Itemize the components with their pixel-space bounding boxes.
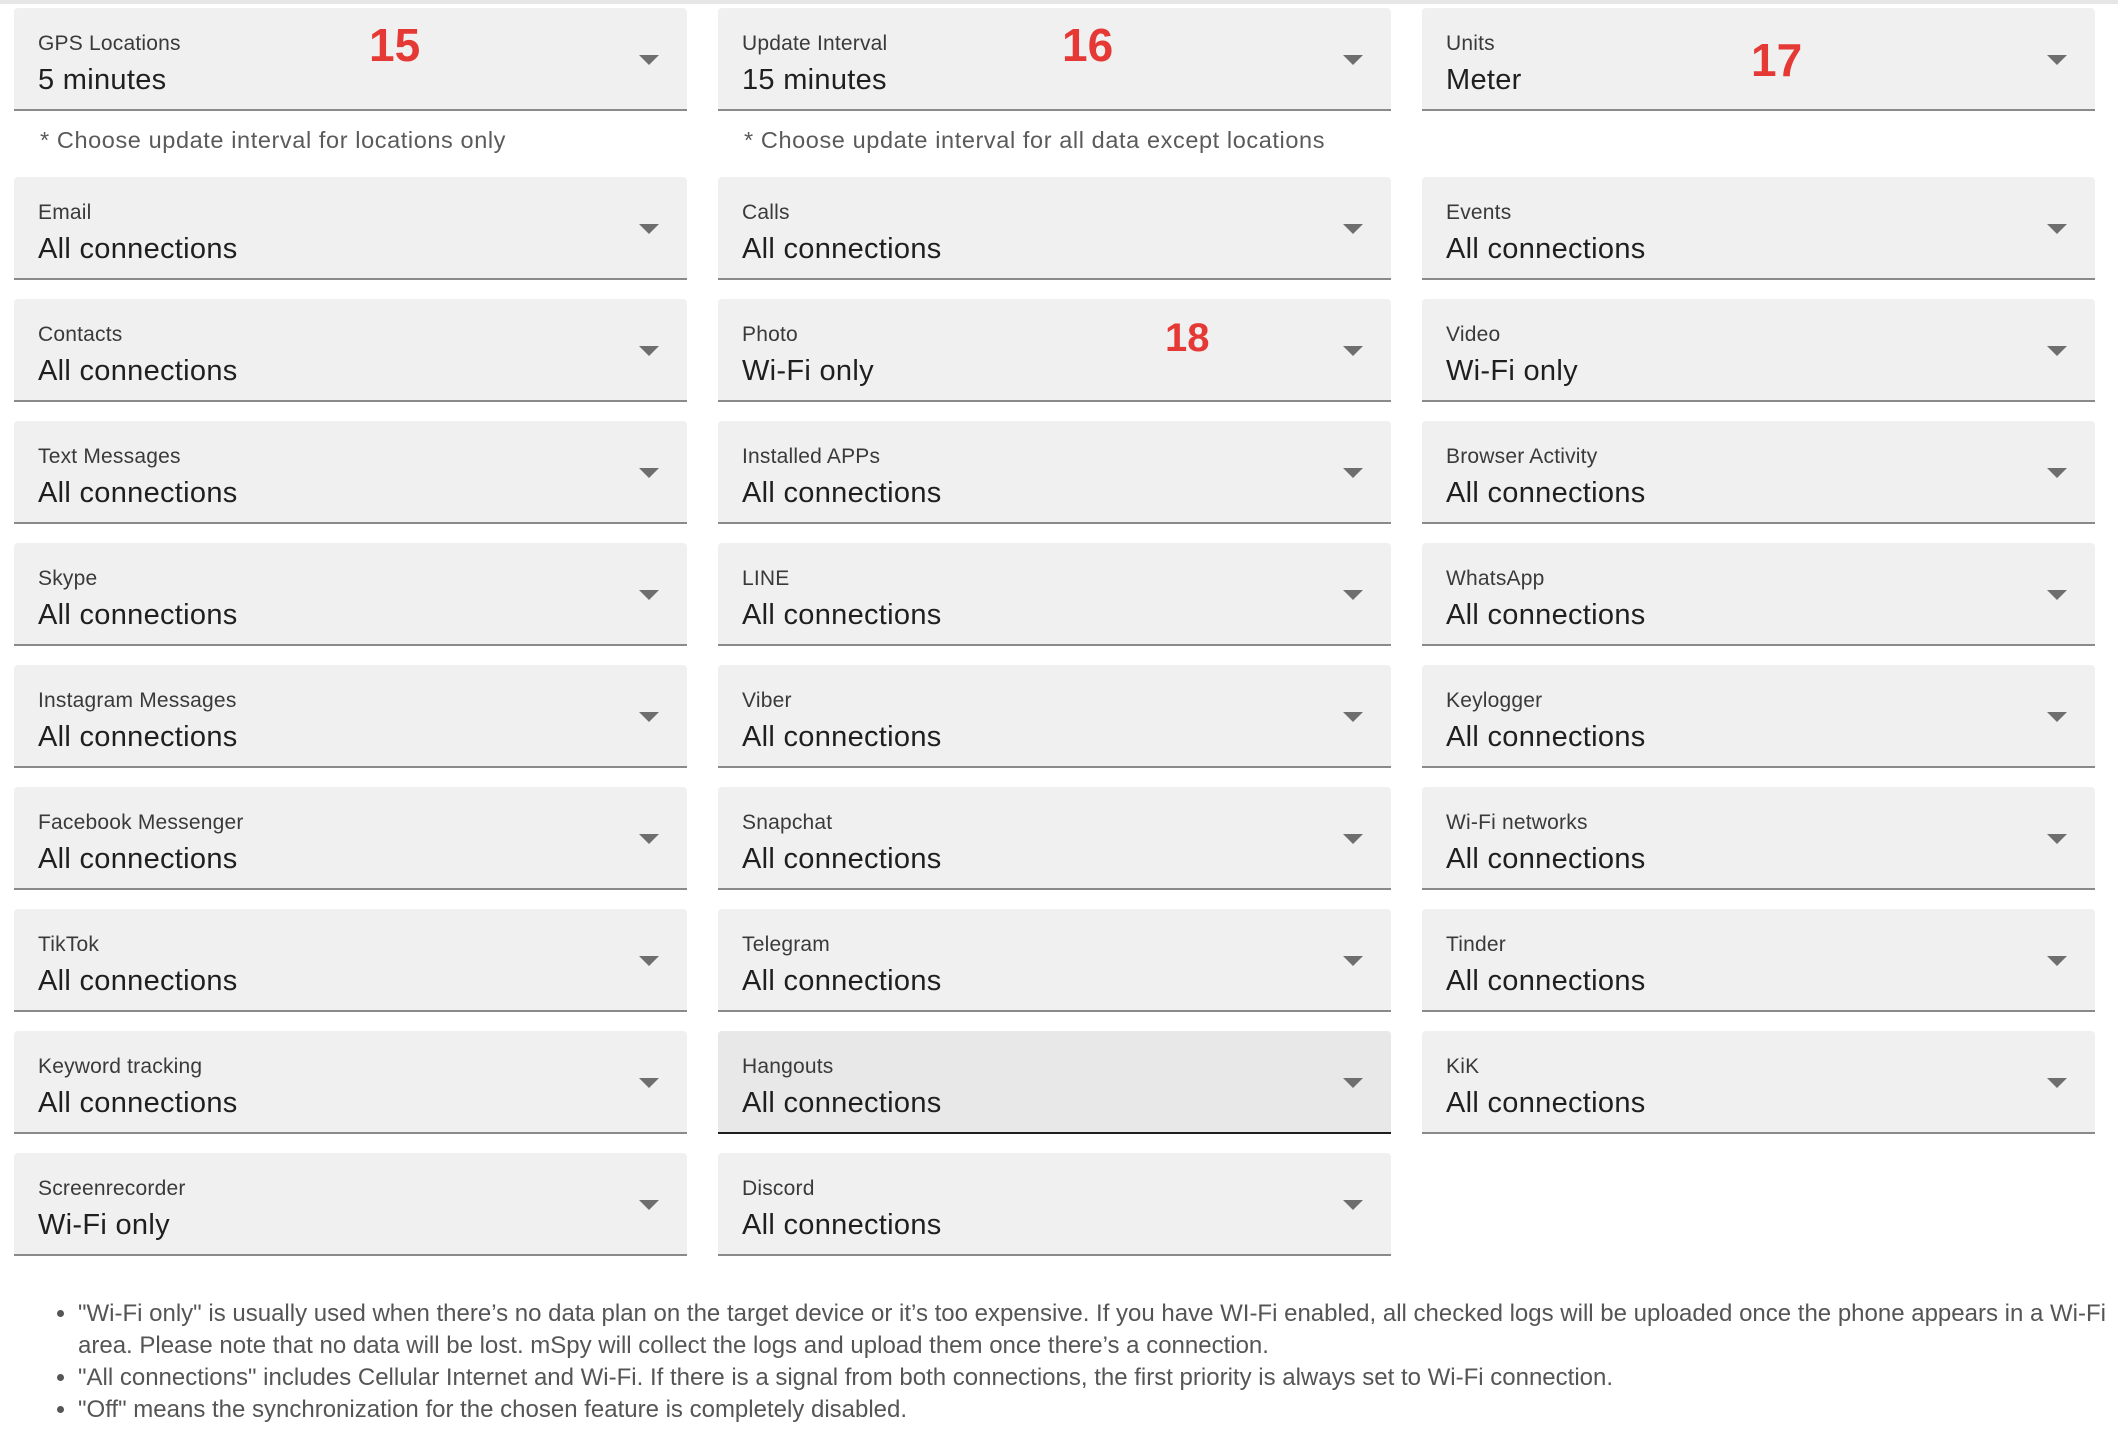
whatsapp-select[interactable] xyxy=(1422,543,2095,646)
photo-select[interactable] xyxy=(718,299,1391,402)
field-value: All connections xyxy=(742,1209,942,1241)
dropdown-arrow-icon xyxy=(639,468,659,478)
field-value: All connections xyxy=(742,843,942,875)
dropdown-arrow-icon xyxy=(1343,224,1363,234)
dropdown-arrow-icon xyxy=(1343,55,1363,65)
field-label: Discord xyxy=(742,1177,815,1200)
field-value: 5 minutes xyxy=(38,64,167,96)
field-label: Keylogger xyxy=(1446,689,1543,712)
field-label: Contacts xyxy=(38,323,123,346)
update-interval-helper-text: * Choose update interval for all data except locations xyxy=(744,127,1326,153)
field-label: Hangouts xyxy=(742,1055,834,1078)
field-value: All connections xyxy=(38,1087,238,1119)
field-label: GPS Locations xyxy=(38,32,181,55)
units-helper-text xyxy=(1422,111,2095,177)
field-label: Wi-Fi networks xyxy=(1446,811,1588,834)
dropdown-arrow-icon xyxy=(639,590,659,600)
field-label: TikTok xyxy=(38,933,100,956)
field-label: Calls xyxy=(742,201,790,224)
field-label: Update Interval xyxy=(742,32,888,55)
field-value: All connections xyxy=(1446,233,1646,265)
field-label: Screenrecorder xyxy=(38,1177,186,1200)
field-value: All connections xyxy=(742,1087,942,1119)
telegram-select[interactable] xyxy=(718,909,1391,1012)
field-label: Units xyxy=(1446,32,1495,55)
field-label: Email xyxy=(38,201,92,224)
dropdown-arrow-icon xyxy=(1343,1078,1363,1088)
units-select[interactable] xyxy=(1422,8,2095,111)
dropdown-arrow-icon xyxy=(2047,712,2067,722)
field-value: All connections xyxy=(742,233,942,265)
installed-apps-select[interactable] xyxy=(718,421,1391,524)
dropdown-arrow-icon xyxy=(2047,468,2067,478)
dropdown-arrow-icon xyxy=(639,834,659,844)
field-label: Facebook Messenger xyxy=(38,811,244,834)
field-value: All connections xyxy=(38,477,238,509)
dropdown-arrow-icon xyxy=(2047,590,2067,600)
dropdown-arrow-icon xyxy=(639,1078,659,1088)
dropdown-arrow-icon xyxy=(1343,468,1363,478)
field-label: LINE xyxy=(742,567,790,590)
contacts-select[interactable] xyxy=(14,299,687,402)
discord-select[interactable] xyxy=(718,1153,1391,1256)
kik-select[interactable] xyxy=(1422,1031,2095,1134)
dropdown-arrow-icon xyxy=(1343,834,1363,844)
field-value: 15 minutes xyxy=(742,64,887,96)
note-wifi-only: • "Wi-Fi only" is usually used when there’s no data plan on the target device or it’s too expensive. If you have WI-Fi enabled, all checked logs will be uploaded once the phone appears in a Wi-Fi area. Please note that no data will be lost. mSpy will collect the logs and upload them once there’s a connection. xyxy=(78,1298,2118,1362)
video-select[interactable] xyxy=(1422,299,2095,402)
dropdown-arrow-icon xyxy=(2047,834,2067,844)
snapchat-select[interactable] xyxy=(718,787,1391,890)
dropdown-arrow-icon xyxy=(2047,346,2067,356)
field-value: All connections xyxy=(38,721,238,753)
facebook-messenger-select[interactable] xyxy=(14,787,687,890)
dropdown-arrow-icon xyxy=(639,956,659,966)
field-value: Wi-Fi only xyxy=(1446,355,1578,387)
hangouts-select[interactable] xyxy=(718,1031,1391,1134)
field-label: Viber xyxy=(742,689,792,712)
keyword-tracking-select[interactable] xyxy=(14,1031,687,1134)
field-label: WhatsApp xyxy=(1446,567,1545,590)
email-select[interactable] xyxy=(14,177,687,280)
skype-select[interactable] xyxy=(14,543,687,646)
annotation-badge: 18 xyxy=(1165,316,1210,360)
field-value: All connections xyxy=(742,721,942,753)
field-label: Text Messages xyxy=(38,445,181,468)
field-label: Events xyxy=(1446,201,1512,224)
annotation-badge: 15 xyxy=(369,19,421,71)
sync-settings-grid xyxy=(14,8,2096,1256)
field-value: All connections xyxy=(38,965,238,997)
field-value: All connections xyxy=(742,477,942,509)
field-label: Tinder xyxy=(1446,933,1506,956)
dropdown-arrow-icon xyxy=(2047,55,2067,65)
field-label: Installed APPs xyxy=(742,445,881,468)
field-value: All connections xyxy=(1446,721,1646,753)
field-value: All connections xyxy=(38,355,238,387)
field-value: Meter xyxy=(1446,64,1522,96)
field-value: All connections xyxy=(38,599,238,631)
dropdown-arrow-icon xyxy=(639,712,659,722)
connection-notes-list xyxy=(52,1298,2118,1426)
dropdown-arrow-icon xyxy=(2047,956,2067,966)
field-value: All connections xyxy=(38,843,238,875)
update-interval-select[interactable] xyxy=(718,8,1391,111)
tiktok-select[interactable] xyxy=(14,909,687,1012)
tinder-select[interactable] xyxy=(1422,909,2095,1012)
note-all-connections: • "All connections" includes Cellular Internet and Wi-Fi. If there is a signal from both connections, the first priority is always set to Wi-Fi connection. xyxy=(78,1362,2118,1394)
field-label: Keyword tracking xyxy=(38,1055,203,1078)
annotation-badge: 17 xyxy=(1751,34,1803,86)
top-divider xyxy=(0,0,2118,4)
field-label: Telegram xyxy=(742,933,830,956)
dropdown-arrow-icon xyxy=(1343,712,1363,722)
annotation-badge: 16 xyxy=(1062,19,1114,71)
browser-activity-select[interactable] xyxy=(1422,421,2095,524)
dropdown-arrow-icon xyxy=(639,346,659,356)
dropdown-arrow-icon xyxy=(2047,224,2067,234)
dropdown-arrow-icon xyxy=(1343,590,1363,600)
field-label: KiK xyxy=(1446,1055,1480,1078)
gps-locations-select[interactable] xyxy=(14,8,687,111)
events-select[interactable] xyxy=(1422,177,2095,280)
dropdown-arrow-icon xyxy=(1343,956,1363,966)
calls-select[interactable] xyxy=(718,177,1391,280)
field-label: Skype xyxy=(38,567,98,590)
field-value: All connections xyxy=(1446,843,1646,875)
dropdown-arrow-icon xyxy=(639,224,659,234)
field-value: All connections xyxy=(742,965,942,997)
dropdown-arrow-icon xyxy=(2047,1078,2067,1088)
note-off: • "Off" means the synchronization for the chosen feature is completely disabled. xyxy=(78,1394,2118,1426)
field-label: Photo xyxy=(742,323,798,346)
field-value: Wi-Fi only xyxy=(742,355,874,387)
field-value: All connections xyxy=(1446,965,1646,997)
gps-helper-text: * Choose update interval for locations only xyxy=(40,127,507,153)
screenrecorder-select[interactable] xyxy=(14,1153,687,1256)
field-value: All connections xyxy=(1446,599,1646,631)
keylogger-select[interactable] xyxy=(1422,665,2095,768)
dropdown-arrow-icon xyxy=(1343,1200,1363,1210)
field-value: All connections xyxy=(38,233,238,265)
dropdown-arrow-icon xyxy=(1343,346,1363,356)
line-select[interactable] xyxy=(718,543,1391,646)
field-value: All connections xyxy=(1446,1087,1646,1119)
field-label: Browser Activity xyxy=(1446,445,1598,468)
field-value: All connections xyxy=(742,599,942,631)
field-label: Snapchat xyxy=(742,811,833,834)
instagram-messages-select[interactable] xyxy=(14,665,687,768)
dropdown-arrow-icon xyxy=(639,1200,659,1210)
field-value: All connections xyxy=(1446,477,1646,509)
field-value: Wi-Fi only xyxy=(38,1209,170,1241)
dropdown-arrow-icon xyxy=(639,55,659,65)
text-messages-select[interactable] xyxy=(14,421,687,524)
viber-select[interactable] xyxy=(718,665,1391,768)
field-label: Instagram Messages xyxy=(38,689,237,712)
field-label: Video xyxy=(1446,323,1501,346)
wifi-networks-select[interactable] xyxy=(1422,787,2095,890)
